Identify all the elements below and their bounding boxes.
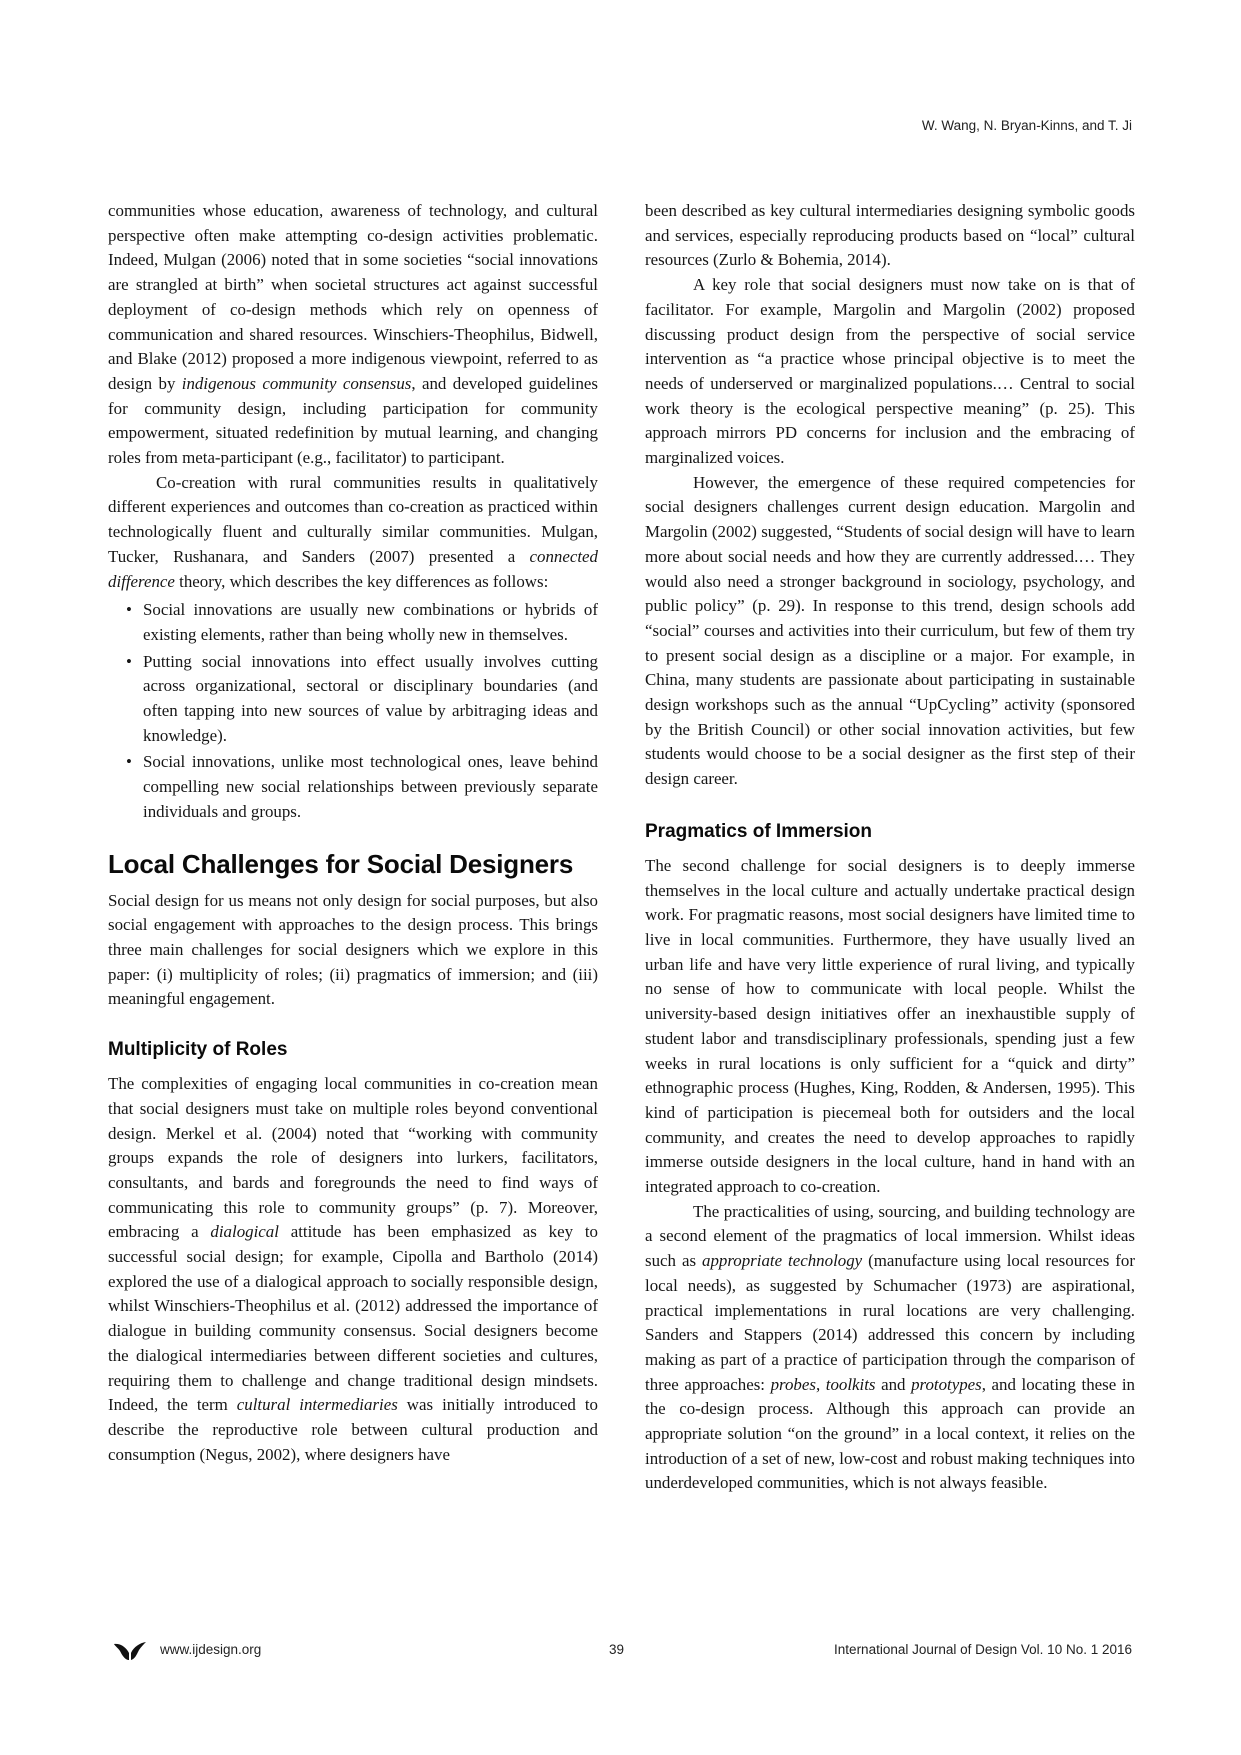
text-run: The complexities of engaging local communities in co-creation mean that social designers must take on multiple roles beyond conventional design. Merkel et al. (2004) noted that “working with community groups expands the role of designers into lurkers, facilitators, consultants, and bards and foregrounds the need to find ways of communicating this role to community groups” (p. 7). Moreover, embracing a bbox=[108, 1074, 598, 1242]
bullet-icon: • bbox=[126, 600, 132, 620]
italic-term: probes bbox=[770, 1374, 816, 1394]
text-run: , bbox=[815, 1374, 826, 1394]
italic-term: indigenous community consensus bbox=[181, 373, 412, 393]
text-run: Social design for us means not only design for social purposes, but also social engagement with approaches to the design process. This brings three main challenges for social designers which we explore in this paper: (i) multiplicity of roles; (ii) pragmatics of immersion; and (iii) meaningful engagement. bbox=[108, 890, 598, 1009]
bullet-text: Putting social innovations into effect usually involves cutting across organizational, sectoral or disciplinary boundaries (and often tapping into new sources of value by arbitraging ideas and knowledge). bbox=[143, 651, 598, 745]
italic-term: appropriate technology bbox=[702, 1251, 863, 1271]
text-run: been described as key cultural intermediaries designing symbolic goods and services, especially reproducing products based on “local” cultural resources (Zurlo & Bohemia, 2014). bbox=[645, 201, 1135, 270]
text-run: and bbox=[875, 1374, 912, 1394]
text-run: The practicalities of using, sourcing, and building technology are a second element of the pragmatics of local immersion. Whilst ideas such as bbox=[645, 1201, 1135, 1271]
italic-term: connected difference bbox=[108, 546, 598, 591]
bullet-icon: • bbox=[126, 651, 132, 671]
subsection-heading-immersion: Pragmatics of Immersion bbox=[645, 820, 873, 842]
bullet-item bbox=[126, 598, 598, 647]
running-head-authors: W. Wang, N. Bryan-Kinns, and T. Ji bbox=[921, 118, 1132, 133]
paragraph bbox=[108, 471, 598, 595]
text-run: , and locating these in the co-design process. Although this approach can provide an appropriate solution “on the ground” in a local context, it relies on the introduction of a set of new, low-cost and robust making techniques into underdeveloped communities, which is not always feasible. bbox=[645, 1374, 1135, 1493]
paragraph bbox=[108, 1072, 598, 1467]
paragraph bbox=[645, 471, 1135, 792]
text-run: theory, which describes the key differences as follows: bbox=[174, 571, 549, 591]
bullet-list bbox=[108, 598, 598, 824]
text-run: A key role that social designers must now take on is that of facilitator. For example, Margolin and Margolin (2002) proposed discussing product design from the perspective of social service intervention as “a practice whose principal objective is to meet the needs of underserved or marginalized populations.… Central to social work theory is the ecological perspective meaning” (p. 25). This approach mirrors PD concerns for inclusion and the embracing of marginalized voices. bbox=[645, 275, 1135, 468]
paragraph bbox=[645, 273, 1135, 471]
bullet-item bbox=[126, 650, 598, 749]
paragraph bbox=[645, 854, 1135, 1200]
italic-term: toolkits bbox=[825, 1374, 876, 1394]
text-run: The second challenge for social designers is to deeply immerse themselves in the local culture and actually undertake practical design work. For pragmatic reasons, most social designers have limited time to live in local communities. Furthermore, they have usually lived an urban life and have very little experience of rural living, and typically no sense of how to communicate with local people. Whilst the university-based design initiatives offer an inexhaustible supply of student labor and transdisciplinary professionals, spending just a few weeks in rural locations is only sufficient for a “quick and dirty” ethnographic process (Hughes, King, Rodden, & Andersen, 1995). This kind of participation is piecemeal both for outsiders and the local community, and creates the need to develop approaches to rapidly immerse outside designers in the local culture, hand in hand with an integrated approach to co-creation. bbox=[645, 855, 1135, 1197]
italic-term: prototypes bbox=[911, 1374, 982, 1394]
text-run: However, the emergence of these required competencies for social designers challenges current design education. Margolin and Margolin (2002) suggested, “Students of social design will have to learn more about social needs and how they are currently addressed.… They would also need a stronger background in sociology, psychology, and public policy” (p. 29). In response to this trend, design schools add “social” courses and activities into their curriculum, but few of them try to present social design as a discipline or a major. For example, in China, many students are passionate about participating in sustainable design workshops such as the annual “UpCycling” activity (sponsored by the British Council) or other social innovation activities, but few students would choose to be a social designer as the first step of their design career. bbox=[645, 472, 1135, 789]
text-run: , and developed guidelines for community design, including participation for community empowerment, situated redefinition by mutual learning, and changing roles from meta-participant (e.g., facilitator) to participant. bbox=[108, 373, 598, 468]
text-run: communities whose education, awareness of technology, and cultural perspective often make attempting co-design activities problematic. Indeed, Mulgan (2006) noted that in some societies “social innovations are strangled at birth” when societal structures act against successful deployment of co-design methods which rely on openness of communication and shared resources. Winschiers-Theophilus, Bidwell, and Blake (2012) proposed a more indigenous viewpoint, referred to as design by bbox=[108, 201, 598, 393]
text-run: attitude has been emphasized as key to successful social design; for example, Cipolla and Bartholo (2014) explored the use of a dialogical approach to socially responsible design, whilst Winschiers-Theophilus et al. (2012) addressed the importance of dialogue in building community consensus. Social designers become the dialogical intermediaries between different societies and cultures, requiring them to challenge and change traditional design mindsets. Indeed, the term bbox=[108, 1222, 599, 1415]
bullet-text: Social innovations are usually new combinations or hybrids of existing elements, rather than being wholly new in themselves. bbox=[143, 600, 598, 644]
subsection-heading-roles: Multiplicity of Roles bbox=[108, 1039, 288, 1061]
paragraph bbox=[108, 889, 598, 1013]
paragraph bbox=[645, 1200, 1135, 1496]
bullet-icon: • bbox=[126, 752, 132, 772]
italic-term: dialogical bbox=[210, 1222, 279, 1242]
italic-term: cultural intermediaries bbox=[236, 1395, 398, 1415]
page-number: 39 bbox=[609, 1642, 625, 1657]
butterfly-logo-icon bbox=[112, 1641, 148, 1661]
text-run: was initially introduced to describe the reproductive role between cultural production and consumption (Negus, 2002), where designers have bbox=[108, 1395, 598, 1464]
website-link[interactable]: www.ijdesign.org bbox=[160, 1642, 262, 1657]
paragraph bbox=[645, 199, 1135, 273]
text-run: (manufacture using local resources for local needs), as suggested by Schumacher (1973) are aspirational, practical implementations in rural locations are very challenging. Sanders and Stappers (2014) addressed this concern by including making as part of a practice of participation through the comparison of three approaches: bbox=[645, 1251, 1136, 1394]
text-run: Co-creation with rural communities results in qualitatively different experiences and outcomes than co-creation as practiced within technologically fluent and culturally similar communities. Mulgan, Tucker, Rushanara, and Sanders (2007) presented a bbox=[108, 472, 598, 566]
paragraph bbox=[108, 199, 598, 471]
left-column bbox=[108, 199, 598, 1467]
bullet-item bbox=[126, 750, 598, 824]
right-column bbox=[645, 199, 1135, 1496]
page-footer bbox=[108, 1640, 1132, 1660]
section-heading: Local Challenges for Social Designers bbox=[108, 848, 574, 879]
bullet-text: Social innovations, unlike most technological ones, leave behind compelling new social relationships between previously separate individuals and groups. bbox=[143, 752, 598, 821]
journal-citation: International Journal of Design Vol. 10 No. 1 2016 bbox=[834, 1642, 1132, 1657]
